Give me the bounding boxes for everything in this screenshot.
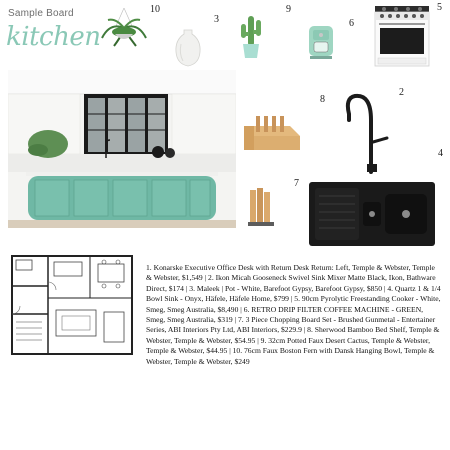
item-number-3: 3 xyxy=(214,14,219,25)
item-number-4: 4 xyxy=(438,148,443,159)
item-number-8: 8 xyxy=(320,94,325,105)
white-vase-image xyxy=(173,28,203,68)
chopping-board-image xyxy=(246,186,276,230)
cactus-image xyxy=(238,12,264,60)
bamboo-shelf-image xyxy=(242,112,302,152)
product-description: 1. Konarske Executive Office Desk with Return Desk Return: Left, Temple & Webster, Temple & Webster, $1,549 | 2. Ikon Micah Gooseneck Swivel Sink Mixer Matte Black, Ikon, Bathware Direct, $174 | 3. Maleek | Pot - White, Barefoot Gypsy, Barefoot Gypsy, $850 | 4. Quartz 1 & 1/4 Bowl Sink - Onyx, Häfele, Häfele Home, $799 | 5. 90cm Pyrolytic Freestanding Cooker - White, Smeg, Smeg Australia, $8,490 | 6. RETRO DRIP FILTER COFFEE MACHINE - GREEN, Smeg, Smeg Australia, $319 | 7. 3 Piece Chopping Board Set - Brushed Gunmetal - Entertainer Series, ABI Interiors Pty Ltd, ABI Interiors, $229.9 | 8. Sherwood Bamboo Bed Shelf, Temple & Webster, Temple & Webster, $54.95 | 9. 32cm Potted Faux Desert Cactus, Temple & Webster, Temple & Webster, $44.95 | 10. 76cm Faux Boston Fern with Dansk Hanging Bowl, Temple & Webster, Temple & Webster, $249 xyxy=(146,263,441,366)
item-number-10: 10 xyxy=(150,4,160,15)
item-number-7: 7 xyxy=(294,178,299,189)
gooseneck-tap-image xyxy=(343,90,393,174)
coffee-machine-image xyxy=(306,24,336,60)
item-number-5: 5 xyxy=(437,2,442,13)
board-title: Sample Board xyxy=(8,8,74,19)
item-number-2: 2 xyxy=(399,87,404,98)
item-number-9: 9 xyxy=(286,4,291,15)
sink-image xyxy=(309,182,435,246)
kitchen-script-title: kitchen xyxy=(6,22,101,52)
kitchen-photo xyxy=(8,70,236,228)
hanging-fern-image xyxy=(100,8,148,52)
item-number-6: 6 xyxy=(349,18,354,29)
floor-plan-image xyxy=(8,252,136,358)
cooker-image xyxy=(374,6,430,68)
